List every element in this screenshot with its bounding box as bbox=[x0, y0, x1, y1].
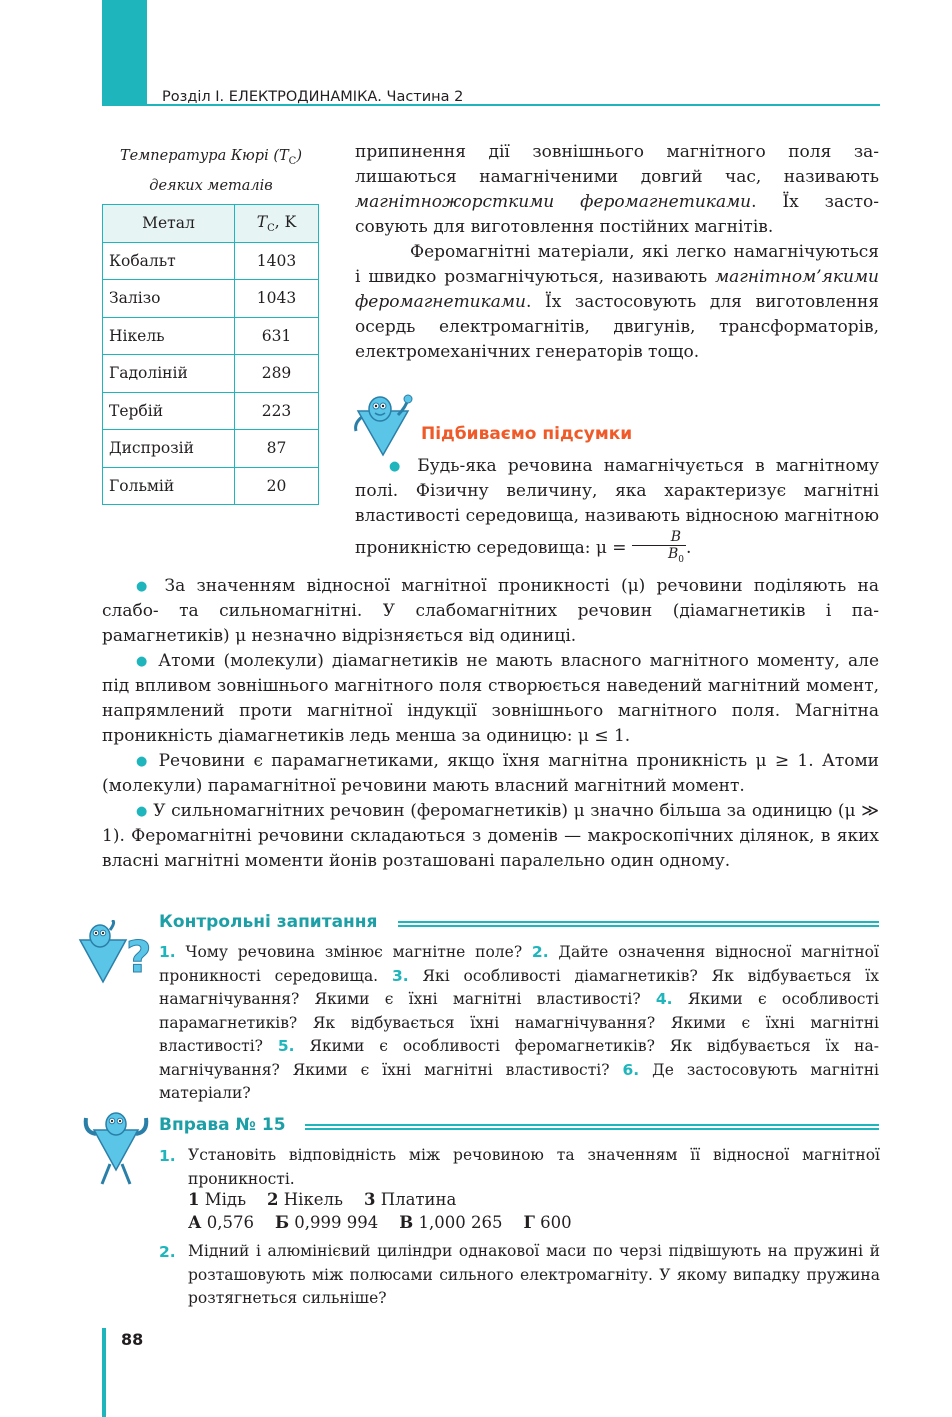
summary-bullet-2 bbox=[102, 574, 879, 649]
answer-key: Б bbox=[274, 1213, 290, 1232]
exercise-1-options bbox=[188, 1190, 456, 1209]
table-caption-line1: Температура Кюрі (T bbox=[120, 148, 289, 164]
answer-key: В bbox=[399, 1213, 414, 1232]
metal-name: Залізо bbox=[103, 280, 235, 318]
col-header-temp bbox=[235, 205, 319, 243]
table-row bbox=[103, 355, 319, 393]
table-row bbox=[103, 317, 319, 355]
table-row bbox=[103, 392, 319, 430]
svg-text:?: ? bbox=[126, 932, 152, 983]
curie-value: 1403 bbox=[235, 242, 319, 280]
p1-text-a: припинення дії зовнішнього магнітного поля залишаються намагніченими довгий час, називають bbox=[355, 142, 879, 187]
curie-temperature-table bbox=[102, 204, 319, 505]
summary-bullet-3 bbox=[102, 649, 879, 749]
option-value: Нікель bbox=[283, 1190, 343, 1209]
fraction-numerator: B bbox=[632, 529, 686, 546]
mascot-question-icon bbox=[76, 920, 154, 984]
p1-text-b: . Їх застосовують для виготовлення постійних магнітів. bbox=[355, 192, 879, 237]
question-text: Які особливості діамагнетиків? Як відбувається їх намагнічування? Якими є їхні магнітні властивості? bbox=[159, 966, 879, 1008]
bullet-icon: ● bbox=[136, 754, 151, 769]
bullet-4-text: Речовини є парамагнетиками, якщо їхня магнітна проникність μ ≥ 1. Атоми (молекули) парамагнітної речовини мають власний магнітний момент. bbox=[102, 751, 880, 796]
footer-accent-bar bbox=[102, 1328, 106, 1417]
bullet-5-text: У сильномагнітних речовин (феромагнетиків) μ значно більша за одиницю (μ ≫ 1). Феромагнітні речовини складаються з доменів — макроскопічних ділянок, в яких власні магнітні моменти йонів розташовані паралельно один одному. bbox=[102, 801, 879, 871]
denominator-var: B bbox=[667, 546, 679, 562]
bullet-icon: ● bbox=[136, 804, 148, 819]
questions-text bbox=[159, 941, 879, 1106]
answer-key: А bbox=[188, 1213, 202, 1232]
exercise-rule bbox=[305, 1124, 879, 1130]
chapter-header: Розділ I. ЕЛЕКТРОДИНАМІКА. Частина 2 bbox=[162, 89, 464, 105]
bullet-icon: ● bbox=[136, 579, 154, 594]
option-value: Платина bbox=[380, 1190, 457, 1209]
table-row bbox=[103, 467, 319, 505]
curie-value: 631 bbox=[235, 317, 319, 355]
answer-value: 0,999 994 bbox=[294, 1213, 379, 1232]
mascot-thumbs-up-icon bbox=[350, 393, 416, 459]
question-text: Дайте означення відносної магнітної проникності середовища. bbox=[159, 943, 879, 985]
exercise-1-number: 1. bbox=[159, 1147, 176, 1165]
summary-bullet-5 bbox=[102, 799, 879, 874]
table-row bbox=[103, 242, 319, 280]
answer-value: 0,576 bbox=[206, 1213, 254, 1232]
question-text: Де застосовують магнітні матеріали? bbox=[159, 1060, 879, 1102]
table-caption-paren: ) bbox=[296, 148, 302, 164]
bullet-icon: ● bbox=[136, 654, 151, 669]
bullet-3-text: Атоми (молекули) діамагнетиків не мають власного магнітного моменту, але під впливом зовнішнього магнітного поля створюється наведений магнітний момент, напрямлений проти магнітної індукції зовнішнього магнітного поля. Магнітна проникність діамагнетиків ледь менша за одиницю: μ ≤ 1. bbox=[102, 651, 880, 746]
p2-text-a: Феромагнітні матеріали, які легко намагнічуються і швидко розмагнічуються, називають bbox=[355, 242, 879, 287]
bullet-icon: ● bbox=[389, 459, 407, 474]
questions-rule bbox=[398, 921, 879, 927]
p2-term: магнітном’якими феромагнетиками bbox=[355, 267, 879, 312]
metal-name: Тербій bbox=[103, 392, 235, 430]
summary-heading: Підбиваємо підсумки bbox=[421, 424, 633, 444]
question-number: 6. bbox=[622, 1060, 640, 1079]
fraction-denominator bbox=[632, 546, 686, 568]
bullet-1-end: . bbox=[685, 537, 692, 558]
table-row bbox=[103, 280, 319, 318]
col-header-metal: Метал bbox=[103, 205, 235, 243]
option-key: 3 bbox=[363, 1190, 376, 1209]
metal-name: Нікель bbox=[103, 317, 235, 355]
question-number: 5. bbox=[277, 1037, 295, 1055]
metal-name: Гадоліній bbox=[103, 355, 235, 393]
question-number: 1. bbox=[159, 943, 176, 961]
exercise-heading: Вправа № 15 bbox=[159, 1115, 286, 1135]
exercise-1-text: Установіть відповідність між речовиною та значенням її відносної магнітної проникності. bbox=[188, 1146, 880, 1188]
curie-value: 87 bbox=[235, 430, 319, 468]
header-accent-bar bbox=[102, 0, 147, 104]
col-temp-var: T bbox=[256, 212, 268, 231]
question-text: Якими є особливості парамагнетиків? Як відбувається їхні намагнічування? Якими є їхні магнітні властивості? bbox=[159, 990, 879, 1055]
table-caption bbox=[102, 144, 320, 198]
paragraph-hard-magnetic bbox=[355, 140, 879, 240]
exercise-1-values bbox=[188, 1213, 572, 1232]
summary-bullet-1 bbox=[355, 454, 879, 568]
col-temp-unit: , K bbox=[274, 212, 297, 231]
p2-text-b: . Їх застосовують для виготовлення осердь електромагнітів, двигунів, трансформаторів, електромеханічних генераторів тощо. bbox=[355, 292, 879, 362]
mascot-strong-icon bbox=[80, 1108, 152, 1186]
question-text: Чому речовина змінює магнітне поле? bbox=[185, 943, 523, 961]
table-row bbox=[103, 430, 319, 468]
col-temp-sub: C bbox=[267, 222, 275, 234]
answer-value: 600 bbox=[540, 1213, 572, 1232]
questions-heading: Контрольні запитання bbox=[159, 912, 378, 932]
metal-name: Гольмій bbox=[103, 467, 235, 505]
paragraph-soft-magnetic bbox=[355, 240, 879, 365]
bullet-1-text: Будь-яка речовина намагнічується в магнітному полі. Фізичну величину, яка характеризує магнітні властивості середовища, називають відносною магнітною проникністю середовища: μ = bbox=[355, 456, 880, 558]
option-value: Мідь bbox=[204, 1190, 247, 1209]
question-number: 2. bbox=[531, 943, 549, 961]
question-number: 3. bbox=[391, 966, 409, 985]
table-caption-sub: C bbox=[288, 155, 297, 167]
metal-name: Кобальт bbox=[103, 242, 235, 280]
p1-term: магнітножорсткими феромагнетиками bbox=[355, 192, 752, 212]
curie-value: 223 bbox=[235, 392, 319, 430]
question-number: 4. bbox=[655, 990, 673, 1008]
mu-fraction bbox=[632, 529, 686, 568]
denominator-sub: 0 bbox=[678, 554, 684, 565]
summary-bullet-4 bbox=[102, 749, 879, 799]
curie-value: 289 bbox=[235, 355, 319, 393]
answer-key: Г bbox=[523, 1213, 535, 1232]
bullet-2-text: За значенням відносної магнітної проникності (μ) речовини поділяють на слабо- та сильномагнітні. У слабомагнітних речовин (діамагнетиків і парамагнетиків) μ незначно відрізняється від одиниці. bbox=[102, 576, 880, 646]
table-header-row bbox=[103, 205, 319, 243]
option-key: 1 bbox=[188, 1190, 200, 1209]
question-text: Якими є особливості феромагнетиків? Як відбувається їх намагнічування? Якими є їхні магнітні властивості? bbox=[159, 1037, 879, 1079]
table-caption-line2: деяких металів bbox=[149, 177, 273, 194]
curie-value: 20 bbox=[235, 467, 319, 505]
exercise-2-text: Мідний і алюмінієвий циліндри однакової маси по черзі підвішують на пружині й розташовують між полюсами сильного електромагніту. У якому випадку пружина розтягнеться сильніше? bbox=[188, 1242, 880, 1307]
answer-value: 1,000 265 bbox=[418, 1213, 503, 1232]
page-number: 88 bbox=[121, 1330, 144, 1349]
exercise-2-number: 2. bbox=[159, 1243, 176, 1261]
option-key: 2 bbox=[267, 1190, 279, 1209]
curie-value: 1043 bbox=[235, 280, 319, 318]
metal-name: Диспрозій bbox=[103, 430, 235, 468]
